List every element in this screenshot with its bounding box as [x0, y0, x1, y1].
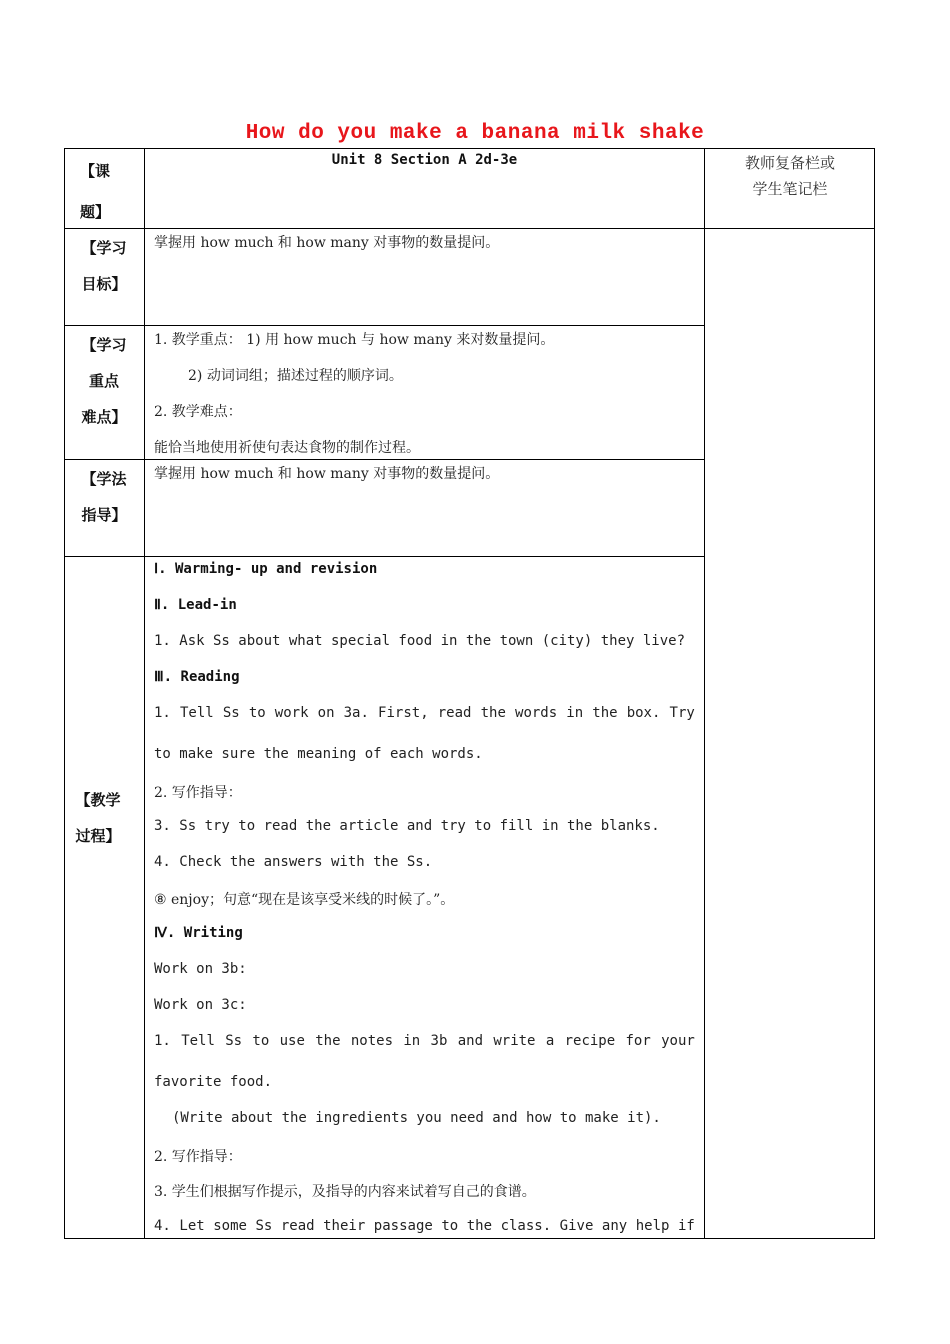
- process-line: (Write about the ingredients you need and how to make it).: [172, 1110, 661, 1126]
- process-line: Work on 3b:: [154, 961, 247, 977]
- table-border-bottom: [64, 1238, 875, 1239]
- process-line: 2. 写作指导：: [154, 1149, 242, 1165]
- process-line: ⑧ enjoy；句意“现在是该享受米线的时候了。”。: [154, 892, 455, 908]
- process-line-justified: 1. Tell Ss to use the notes in 3b and write a recipe for your: [154, 1033, 695, 1049]
- row-divider: [64, 556, 705, 557]
- table-border-left: [64, 148, 65, 1239]
- label-keypoints: 【学习 重点 难点】: [81, 336, 127, 426]
- objectives-text: 掌握用 how much 和 how many 对事物的数量提问。: [154, 235, 500, 251]
- keypoints-line: 能恰当地使用祈使句表达食物的制作过程。: [154, 440, 420, 456]
- section-heading: Ⅲ. Reading: [154, 669, 240, 685]
- process-line: 2. 写作指导：: [154, 785, 242, 801]
- label-objectives: 【学习 目标】: [81, 239, 127, 293]
- table-border-right: [874, 148, 875, 1239]
- label-topic: 【课 题】: [79, 162, 110, 221]
- process-line-justified: 4. Let some Ss read their passage to the class. Give any help if: [154, 1218, 695, 1234]
- row-divider: [64, 228, 875, 229]
- keypoints-line: 1. 教学重点： 1) 用 how much 与 how many 来对数量提问。: [154, 332, 555, 348]
- column-divider: [144, 148, 145, 1239]
- process-line: 1. Ask Ss about what special food in the town (city) they live?: [154, 633, 686, 649]
- document-title: How do you make a banana milk shake: [245, 122, 705, 145]
- label-process: 【教学 过程】: [75, 791, 121, 845]
- notes-column-header: 教师复备栏或 学生笔记栏: [744, 154, 835, 198]
- method-text: 掌握用 how much 和 how many 对事物的数量提问。: [154, 466, 500, 482]
- process-line: 4. Check the answers with the Ss.: [154, 854, 433, 870]
- process-line: favorite food.: [154, 1074, 273, 1090]
- process-line: to make sure the meaning of each words.: [154, 746, 483, 762]
- row-divider: [64, 325, 705, 326]
- table-border-top: [64, 148, 875, 149]
- process-line: Work on 3c:: [154, 997, 247, 1013]
- keypoints-line: 2. 教学难点：: [154, 404, 242, 420]
- section-heading: Ⅱ. Lead-in: [154, 597, 237, 613]
- process-line: 3. 学生们根据写作提示，及指导的内容来试着写自己的食谱。: [154, 1184, 536, 1200]
- row-divider: [64, 459, 705, 460]
- process-line-justified: 1. Tell Ss to work on 3a. First, read the words in the box. Try: [154, 705, 695, 721]
- process-line: 3. Ss try to read the article and try to fill in the blanks.: [154, 818, 660, 834]
- section-heading: Ⅰ. Warming- up and revision: [154, 561, 378, 577]
- unit-title: Unit 8 Section A 2d-3e: [331, 152, 518, 168]
- section-heading: Ⅳ. Writing: [154, 925, 243, 941]
- keypoints-line: 2) 动词词组；描述过程的顺序词。: [188, 368, 403, 384]
- column-divider: [704, 148, 705, 1239]
- label-method: 【学法 指导】: [81, 470, 127, 524]
